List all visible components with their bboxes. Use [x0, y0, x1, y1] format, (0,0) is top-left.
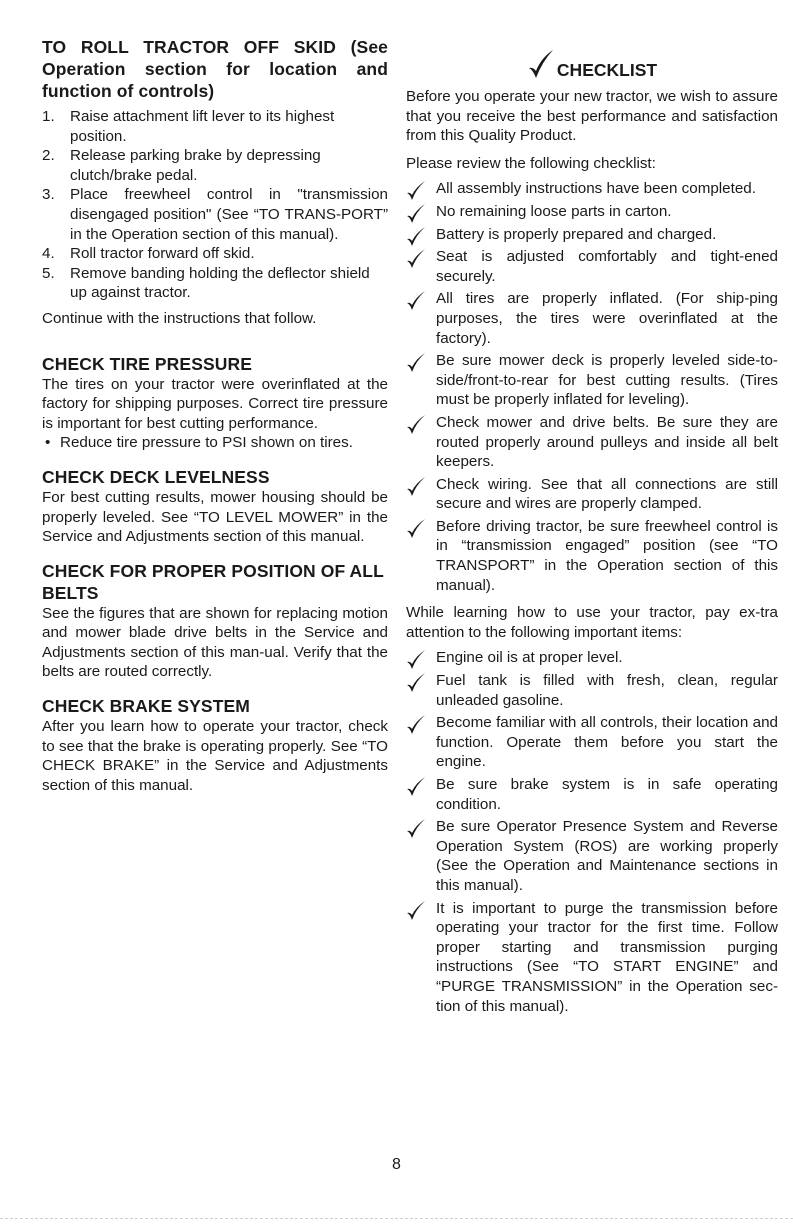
bottom-rule [0, 1218, 793, 1219]
deck-levelness-heading: CHECK DECK LEVELNESS [42, 466, 270, 487]
checkmark-icon [406, 203, 426, 225]
checklist-item-text: Check mower and drive belts. Be sure they are routed properly around pulleys and inside all belt keepers. [436, 413, 778, 471]
continue-text: Continue with the instructions that follow. [42, 309, 317, 327]
checklist-item [406, 289, 778, 348]
step-text: Roll tractor forward off skid. [70, 245, 255, 263]
step-item [42, 244, 388, 264]
checklist-item [406, 817, 778, 895]
checklist-item-text: Seat is adjusted comfortably and tight-ened securely. [436, 248, 778, 285]
checklist-title-text: CHECKLIST [556, 60, 658, 80]
checklist-items [406, 179, 778, 595]
step-item [42, 264, 388, 303]
roll-off-skid-heading: TO ROLL TRACTOR OFF SKID (See Operation section for location and function of controls) [42, 37, 388, 101]
checklist-item [406, 179, 778, 199]
checkmark-icon [406, 414, 426, 436]
checklist-item-text: Battery is properly prepared and charged. [436, 225, 717, 243]
learning-text: While learning how to use your tractor, pay ex-tra attention to the following important items: [406, 604, 778, 641]
checklist-item [406, 671, 778, 710]
checkmark-icon [527, 48, 555, 82]
tire-pressure-text: The tires on your tractor were overinflated at the factory for shipping purposes. Correct tire pressure is important for best cutting performance. [42, 375, 388, 432]
checklist-item-text: All assembly instructions have been completed. [436, 180, 756, 198]
checklist-item [406, 475, 778, 514]
checkmark-icon [406, 248, 426, 270]
checkmark-icon [406, 818, 426, 840]
right-column [406, 42, 778, 1016]
step-number: 4. [42, 245, 55, 263]
roll-off-skid-steps [42, 107, 388, 303]
checkmark-icon [406, 226, 426, 248]
tire-pressure-heading: CHECK TIRE PRESSURE [42, 353, 252, 374]
deck-levelness-text: For best cutting results, mower housing should be properly leveled. See “TO LEVEL MOWER” in the Service and Adjustments section of this manual. [42, 488, 388, 546]
checklist-item [406, 247, 778, 286]
checklist-item [406, 517, 778, 595]
attention-items [406, 648, 778, 1016]
checklist-item-text: All tires are properly inflated. (For ship-ping purposes, the tires were overinflated at the factory). [436, 290, 778, 347]
checkmark-icon [406, 714, 426, 736]
checklist-item [406, 351, 778, 410]
checklist-item [406, 225, 778, 245]
checkmark-icon [406, 776, 426, 798]
checklist-item [406, 413, 778, 472]
checklist-item-text: Be sure brake system is in safe operating condition. [436, 776, 778, 813]
belts-heading: CHECK FOR PROPER POSITION OF ALL BELTS [42, 560, 384, 603]
step-text: Remove banding holding the deflector shield up against tractor. [70, 264, 370, 302]
bullet-text: Reduce tire pressure to PSI shown on tires. [60, 434, 353, 452]
step-text: Raise attachment lift lever to its highest position. [70, 108, 335, 145]
step-number: 5. [42, 264, 55, 282]
tire-pressure-bullet [42, 433, 388, 453]
belts-text: See the figures that are shown for replacing motion and mower blade drive belts in the Service and Adjustments section of this man-ual. Verify that the belts are routed correctly. [42, 604, 388, 681]
step-text: Place freewheel control in "transmission disengaged position" (See “TO TRANS-PORT” in the Operation section of this manual). [70, 186, 388, 243]
checkmark-icon [406, 352, 426, 374]
checklist-heading [406, 42, 778, 81]
left-column [42, 36, 388, 795]
brake-heading: CHECK BRAKE SYSTEM [42, 696, 250, 717]
checkmark-icon [406, 672, 426, 694]
checklist-item-text: No remaining loose parts in carton. [436, 202, 672, 220]
brake-text: After you learn how to operate your tractor, check to see that the brake is operating properly. See “TO CHECK BRAKE” in the Service and Adjustments section of this manual. [42, 718, 388, 794]
bullet-mark: • [45, 434, 51, 452]
step-text: Release parking brake by depressing clutch/brake pedal. [70, 147, 321, 184]
step-item [42, 107, 388, 146]
checklist-intro: Before you operate your new tractor, we wish to assure that you receive the best performance and satisfaction from this Quality Product. [406, 88, 778, 145]
checklist-item-text: Check wiring. See that all connections are still secure and wires are properly clamped. [436, 475, 778, 513]
checklist-item [406, 202, 778, 222]
step-item [42, 185, 388, 244]
step-number: 1. [42, 108, 55, 125]
page-number: 8 [392, 1156, 401, 1173]
step-number: 2. [42, 147, 55, 165]
checkmark-icon [406, 649, 426, 671]
checkmark-icon [406, 476, 426, 498]
checklist-item-text: It is important to purge the transmission before operating your tractor for the first time. Follow proper starting and transmission purging instructions (See “TO START ENGINE” and “PURGE TRANSMISSION” in the Operation sec-tion of this manual). [436, 899, 778, 1015]
checklist-item-text: Engine oil is at proper level. [436, 649, 623, 667]
step-number: 3. [42, 186, 55, 204]
checklist-item-text: Be sure Operator Presence System and Reverse Operation System (ROS) are working properly (See the Operation and Maintenance sections in this manual). [436, 818, 778, 894]
checklist-review: Please review the following checklist: [406, 154, 656, 172]
checkmark-icon [406, 180, 426, 202]
checklist-item-text: Before driving tractor, be sure freewheel control is in “transmission engaged” position (see “TO TRANSPORT” in the Operation section of this manual). [436, 517, 778, 594]
checklist-item-text: Fuel tank is filled with fresh, clean, regular unleaded gasoline. [436, 672, 778, 709]
checkmark-icon [406, 290, 426, 312]
checklist-item [406, 775, 778, 814]
checklist-item [406, 713, 778, 772]
step-item [42, 146, 388, 185]
checklist-item-text: Be sure mower deck is properly leveled side-to-side/front-to-rear for best cutting results. (Tires must be properly inflated for leveling). [436, 352, 778, 409]
checklist-item [406, 648, 778, 668]
checklist-item-text: Become familiar with all controls, their location and function. Operate them before you start the engine. [436, 714, 778, 771]
checkmark-icon [406, 900, 426, 922]
checkmark-icon [406, 518, 426, 540]
checklist-item [406, 899, 778, 1017]
